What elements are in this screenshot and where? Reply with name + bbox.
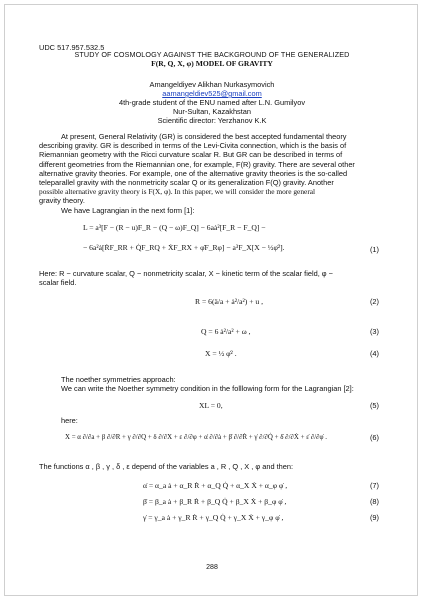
equation-2-number: (2) <box>369 297 379 306</box>
definitions-line: scalar field. <box>39 278 77 288</box>
equation-5: XL = 0, <box>199 401 223 410</box>
definitions-line: Here: R − curvature scalar, Q − nonmetricity scalar, X − kinetic term of the scalar field, φ − <box>39 269 333 278</box>
equation-7: α̇ = α_a ȧ + α_R Ṙ + α_Q Q̇ + α_X Ẋ + α_φ φ̇ , <box>143 481 288 490</box>
city: Nur-Sultan, Kazakhstan <box>172 107 252 116</box>
intro-line: teleparallel gravity with the nonmetricity scalar Q or its generalization F(Q) gravity. Another <box>39 178 334 188</box>
lagrangian-intro: We have Lagrangian in the next form [1]: <box>61 206 195 215</box>
equation-5-number: (5) <box>369 401 379 410</box>
equation-3: Q = 6 ȧ²/a² + ω , <box>201 327 251 336</box>
equation-1-line-2: − 6a²ȧ[ṘF_RR + Q̇F_RQ + ẊF_RX + φ̇F_Rφ] − a³F_X[X − ½φ̇²]. <box>83 243 285 252</box>
equation-8-number: (8) <box>369 497 379 506</box>
intro-line: alternative gravity theories. For example, one of the alternative gravity theories is the so-called <box>39 168 348 178</box>
equation-2: R = 6(ä/a + ȧ²/a²) + u , <box>195 297 264 306</box>
document-page <box>4 4 418 596</box>
intro-line: describing gravity. GR is described in terms of the Levi-Civita connection, which is the basis of <box>39 141 347 151</box>
equation-9: γ̇ = γ_a ȧ + γ_R Ṙ + γ_Q Q̇ + γ_X Ẋ + γ_φ φ̇ , <box>143 513 284 522</box>
equation-7-number: (7) <box>369 481 379 490</box>
author-name: Amangeldiyev Alikhan Nurkasymovich <box>149 80 275 89</box>
affiliation: 4th-grade student of the ENU named after L.N. Gumilyov <box>118 98 306 107</box>
functions-text: The functions α , β , γ , δ , ε depend of the variables a , R , Q , X , φ and then: <box>39 462 294 471</box>
title-line-2: F(R, Q, X, φ) MODEL OF GRAVITY <box>151 59 273 68</box>
intro-line: possible alternative gravity theory is F(X, φ). In this paper, we will consider the more general <box>39 187 316 197</box>
supervisor: Scientific director: Yerzhanov K.K <box>157 116 267 125</box>
definitions-paragraph <box>39 269 391 287</box>
intro-line: gravity theory. <box>39 196 85 206</box>
author-email-link[interactable]: aamangeldiev525@gmail.com <box>162 89 262 98</box>
equation-1-number: (1) <box>369 245 379 254</box>
title-line-1: STUDY OF COSMOLOGY AGAINST THE BACKGROUND OF THE GENERALIZED <box>74 50 350 59</box>
equation-9-number: (9) <box>369 513 379 522</box>
intro-line: Riemannian geometry with the Ricci curvature scalar R. But GR can be described in terms of <box>39 150 343 160</box>
intro-paragraph <box>39 132 391 206</box>
equation-4-number: (4) <box>369 349 379 358</box>
udc-code: UDC 517.957.532.5 <box>39 43 105 52</box>
equation-4: X = ½ φ̇² . <box>205 349 237 358</box>
intro-line: different geometries from the Riemannian one, for example, F(R) gravity. There are several other <box>39 159 355 169</box>
intro-line: At present, General Relativity (GR) is considered the best accepted fundamental theory <box>61 132 347 141</box>
page-number: 288 <box>206 564 218 571</box>
equation-3-number: (3) <box>369 327 379 336</box>
equation-6-number: (6) <box>369 433 379 442</box>
equation-6: X = α ∂/∂a + β ∂/∂R + γ ∂/∂Q + δ ∂/∂X + ε ∂/∂φ + α̇ ∂/∂ȧ + β̇ ∂/∂Ṙ + γ̇ ∂/∂Q̇ + δ̇ ∂/∂Ẋ + ε̇ ∂/∂φ̇ . <box>65 434 327 441</box>
noether-heading: The noether symmetries approach: <box>61 375 176 384</box>
here-label: here: <box>61 416 78 425</box>
noether-text: We can write the Noether symmetry condition in the folllowing form for the Lagrangian [2]: <box>61 384 354 393</box>
equation-8: β̇ = β_a ȧ + β_R Ṙ + β_Q Q̇ + β_X Ẋ + β_φ φ̇ , <box>143 497 287 506</box>
equation-1-line-1: L = a³[F − (R − u)F_R − (Q − ω)F_Q] − 6aȧ²[F_R − F_Q] − <box>83 223 266 232</box>
